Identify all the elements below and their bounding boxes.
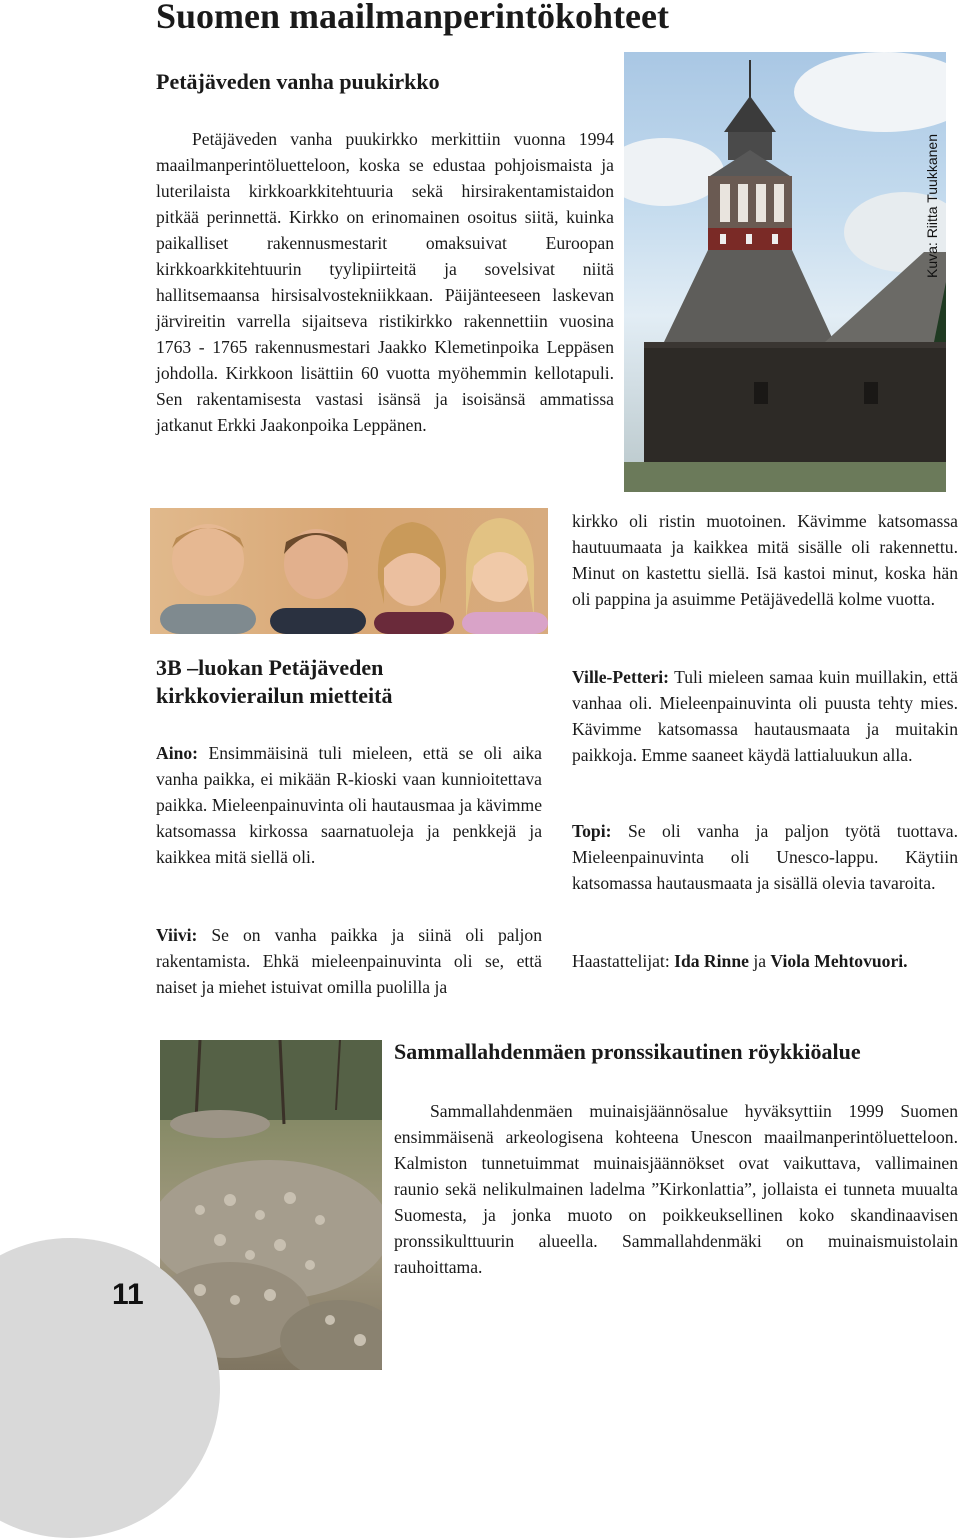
aino-label: Aino:: [156, 743, 199, 763]
interviewers-prefix: Haastattelijat:: [572, 951, 675, 971]
church-photo: [624, 52, 946, 492]
ville-petteri-paragraph: [572, 664, 958, 768]
aino-paragraph: [156, 740, 542, 870]
aino-text: Ensimmäisinä tuli mieleen, että se oli aika vanha paikka, ei mikään R-kioski vaan kunnioitettava paikka. Mieleenpainuvinta oli hautausmaa ja kävimme katsomassa kirkossa saarnatuoleja ja penkkejä ja kaikkea mitä siellä oli.: [156, 743, 542, 867]
interviewers-and: ja: [748, 951, 771, 971]
topi-paragraph: [572, 818, 958, 896]
page-number: 11: [112, 1278, 144, 1311]
ville-petteri-label: Ville-Petteri:: [572, 667, 670, 687]
children-illustration: [150, 508, 548, 634]
viivi-text: Se on vanha paikka ja siinä oli paljon rakentamista. Ehkä mieleenpainuvinta oli se, että naiset ja miehet istuivat omilla puolilla ja: [156, 925, 542, 997]
interviewer-2: Viola Mehtovuori.: [770, 951, 908, 971]
church-paragraph-text: Petäjäveden vanha puukirkko merkittiin vuonna 1994 maailmanperintöluetteloon, koska se edustaa pohjoismaista ja luterilaista kirkkoarkkitehtuuria sekä hirsirakentamistaidon pitkää perinnettä. Kirkko on erinomainen osoitus siitä, kuinka paikalliset rakennusmestarit omaksuivat Euroopan kirkkoarkkitehtuurin tyylipiirteitä ja sovelsivat niitä hallitsemaansa hirsisalvostekniikkaan. Päijänteeseen laskevan järvireitin varrella sijaitseva ristikirkko rakennettiin vuosina 1763 - 1765 rakennusmestari Jaakko Klemetinpoika Leppäsen johdolla. Kirkkoon lisättiin 60 vuotta myöhemmin kellotapuli. Sen rakentamisesta vastasi isänsä ja isoisänsä ammatissa jatkanut Erkki Jaakonpoika Leppänen.: [156, 129, 614, 435]
topi-label: Topi:: [572, 821, 612, 841]
church-paragraph: [156, 126, 614, 438]
children-photo: [150, 508, 548, 634]
topi-text: Se oli vanha ja paljon työtä tuottava. Mieleenpainuvinta oli Unesco-lappu. Käytiin katsomassa hautausmaata ja sisällä olevia tavaroita.: [572, 821, 958, 893]
page-title: Suomen maailmanperintökohteet: [156, 0, 669, 36]
cairns-paragraph: [394, 1098, 958, 1280]
interviewers-line: [572, 948, 958, 974]
section-heading-cairns: Sammallahdenmäen pronssikautinen röykkiöalue: [394, 1039, 861, 1064]
interviewer-1: Ida Rinne: [674, 951, 749, 971]
section-heading-visit: 3B –luokan Petäjäveden kirkkovierailun mietteitä: [156, 655, 393, 708]
church-illustration: [624, 52, 946, 492]
ville-petteri-text: Tuli mieleen samaa kuin muillakin, että vanhaa oli. Mieleenpainuvinta oli puusta tehty mies. Kävimme katsomassa hautausmaata ja muitakin paikkoja. Emme saaneet käydä lattialuukun alla.: [572, 667, 958, 765]
viivi-paragraph: [156, 922, 542, 1000]
cairns-paragraph-text: Sammallahdenmäen muinaisjäännösalue hyväksyttiin 1999 Suomen ensimmäisenä arkeologisena kohteena Unescon maailmanperintöluetteloon. Kalmiston tunnetuimmat muinaisjäännökset ovat vaikuttava, vallimainen raunio sekä nelikulmainen ladelma ”Kirkonlattia”, jollaista ei tunneta muualta Suomesta, ja jonka muoto on poikkeuksellinen koko skandinaavisen pronssikulttuurin alueella. Sammallahdenmäki on muinaismuistolain rauhoittama.: [394, 1101, 958, 1277]
photo-credit: [922, 116, 942, 296]
photo-credit-text: Kuva: Riitta Tuukkanen: [924, 134, 940, 278]
section-heading-church: Petäjäveden vanha puukirkko: [156, 69, 440, 94]
viivi-label: Viivi:: [156, 925, 198, 945]
viivi-continued-paragraph: kirkko oli ristin muotoinen. Kävimme katsomassa hautuumaata ja kaikkea mitä sisälle oli rakennettu. Minut on kastettu siellä. Isä kastoi minut, koska hän oli pappina ja asuimme Petäjävedellä kolme vuotta.: [572, 511, 958, 609]
